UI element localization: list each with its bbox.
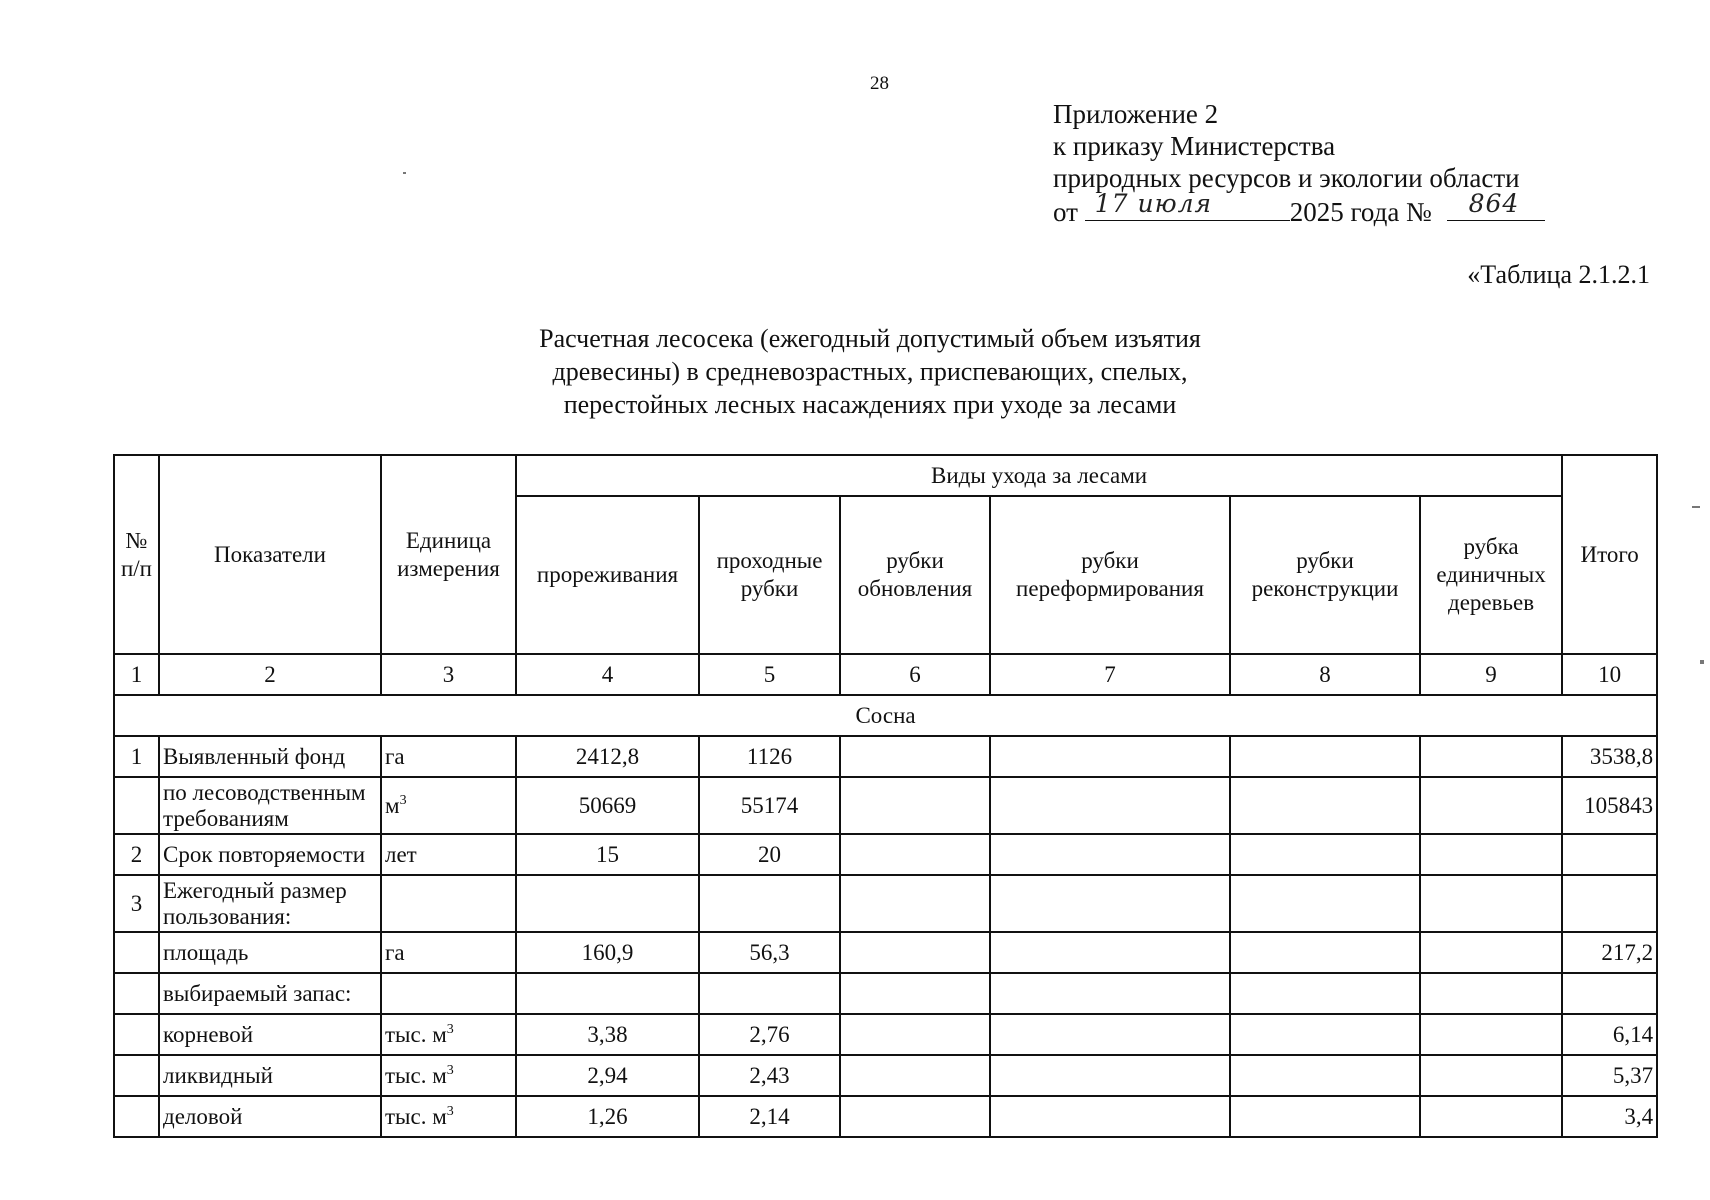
value-renewal [840,1096,990,1137]
date-year: 2025 года № [1289,197,1432,227]
row-unit: тыс. $м^3$ [381,1096,516,1137]
value-passage: 2,76 [699,1014,840,1055]
row-indicator: Выявленный фонд [159,736,381,777]
table-title [470,322,1270,421]
value-passage: 2,14 [699,1096,840,1137]
column-number: 2 [159,654,381,695]
value-reconstruction [1230,1014,1420,1055]
appendix-line-1: Приложение 2 [1053,99,1219,129]
table-row [114,932,1657,973]
section-header: Сосна [114,695,1657,736]
scan-speck [1700,660,1704,664]
value-thinning: 15 [516,834,699,875]
value-single-trees [1420,777,1562,834]
header-type-single-trees: рубка единичных деревьев [1420,496,1562,654]
value-thinning: 2,94 [516,1055,699,1096]
column-number: 3 [381,654,516,695]
unit-superscript: 3 [446,1103,454,1119]
value-reconstruction [1230,973,1420,1014]
row-number: 3 [114,875,159,932]
value-reconstruction [1230,834,1420,875]
title-line-2: древесины) в средневозрастных, приспевающих, спелых, [552,357,1188,386]
value-renewal [840,736,990,777]
row-indicator: деловой [159,1096,381,1137]
header-type-thinning: прореживания [516,496,699,654]
value-reconstruction [1230,777,1420,834]
value-reformation [990,1014,1230,1055]
value-single-trees [1420,875,1562,932]
scan-speck [403,172,406,174]
scan-speck [1692,506,1700,508]
row-total: 6,14 [1562,1014,1657,1055]
row-indicator: Ежегодный размер пользования: [159,875,381,932]
header-type-reformation: рубки переформирования [990,496,1230,654]
row-number: 2 [114,834,159,875]
value-reconstruction [1230,875,1420,932]
header-total: Итого [1562,455,1657,654]
row-total [1562,834,1657,875]
appendix-date-line [1053,189,1545,228]
value-renewal [840,973,990,1014]
value-single-trees [1420,834,1562,875]
table-row [114,1014,1657,1055]
unit-superscript: 3 [446,1021,454,1037]
header-indicator: Показатели [159,455,381,654]
table-row [114,1055,1657,1096]
value-reformation [990,834,1230,875]
unit-superscript: 3 [399,792,407,808]
date-prefix: от [1053,197,1078,227]
table-row [114,875,1657,932]
row-number [114,1096,159,1137]
value-reformation [990,1096,1230,1137]
handwritten-date: 17 июля [1094,189,1213,218]
row-indicator: Срок повторяемости [159,834,381,875]
value-passage [699,973,840,1014]
value-reformation [990,736,1230,777]
table-reference: «Таблица 2.1.2.1 [1467,260,1650,289]
row-number [114,1014,159,1055]
value-thinning [516,875,699,932]
value-renewal [840,1055,990,1096]
row-unit [381,875,516,932]
header-type-passage: проходные рубки [699,496,840,654]
row-number [114,973,159,1014]
row-indicator: площадь [159,932,381,973]
value-reformation [990,777,1230,834]
value-thinning: 160,9 [516,932,699,973]
value-single-trees [1420,1096,1562,1137]
column-number: 4 [516,654,699,695]
value-thinning: 3,38 [516,1014,699,1055]
unit-superscript: 3 [446,1062,454,1078]
row-total: 3538,8 [1562,736,1657,777]
logging-table [113,454,1658,1138]
value-passage: 55174 [699,777,840,834]
handwritten-order-number: 864 [1468,189,1520,218]
value-reconstruction [1230,1055,1420,1096]
column-number: 5 [699,654,840,695]
table-row [114,1096,1657,1137]
value-thinning: 50669 [516,777,699,834]
order-number-field [1447,189,1545,221]
value-passage: 1126 [699,736,840,777]
row-indicator: корневой [159,1014,381,1055]
page-number: 28 [870,73,889,94]
header-type-reconstruction: рубки реконструкции [1230,496,1420,654]
row-indicator: выбираемый запас: [159,973,381,1014]
row-unit: $м^3$ [381,777,516,834]
value-passage: 56,3 [699,932,840,973]
value-thinning [516,973,699,1014]
row-total: 3,4 [1562,1096,1657,1137]
column-number: 9 [1420,654,1562,695]
value-renewal [840,834,990,875]
row-total: 105843 [1562,777,1657,834]
header-num: № п/п [114,455,159,654]
row-unit [381,973,516,1014]
value-renewal [840,932,990,973]
row-unit: га [381,932,516,973]
value-single-trees [1420,973,1562,1014]
row-indicator: ликвидный [159,1055,381,1096]
value-single-trees [1420,1014,1562,1055]
row-total: 5,37 [1562,1055,1657,1096]
title-line-3: перестойных лесных насаждениях при уходе за лесами [563,390,1177,419]
header-type-renewal: рубки обновления [840,496,990,654]
value-reformation [990,932,1230,973]
row-number [114,932,159,973]
row-number: 1 [114,736,159,777]
column-number: 6 [840,654,990,695]
row-indicator: по лесоводственным требованиям [159,777,381,834]
value-thinning: 2412,8 [516,736,699,777]
row-total [1562,875,1657,932]
value-reconstruction [1230,932,1420,973]
value-reconstruction [1230,1096,1420,1137]
row-total [1562,973,1657,1014]
value-renewal [840,1014,990,1055]
date-field [1085,189,1290,221]
appendix-line-3: природных ресурсов и экологии области [1053,163,1520,193]
table-row [114,973,1657,1014]
table-row [114,777,1657,834]
value-reconstruction [1230,736,1420,777]
value-thinning: 1,26 [516,1096,699,1137]
row-unit: га [381,736,516,777]
header-unit: Единица измерения [381,455,516,654]
value-reformation [990,875,1230,932]
value-passage: 20 [699,834,840,875]
column-number: 1 [114,654,159,695]
table-row [114,736,1657,777]
row-number [114,1055,159,1096]
column-number: 10 [1562,654,1657,695]
column-number: 7 [990,654,1230,695]
table-row [114,834,1657,875]
value-reformation [990,1055,1230,1096]
column-number: 8 [1230,654,1420,695]
value-single-trees [1420,1055,1562,1096]
row-total: 217,2 [1562,932,1657,973]
row-number [114,777,159,834]
value-passage: 2,43 [699,1055,840,1096]
value-single-trees [1420,736,1562,777]
value-renewal [840,777,990,834]
title-line-1: Расчетная лесосека (ежегодный допустимый объем изъятия [539,324,1201,353]
value-reformation [990,973,1230,1014]
appendix-header [1053,98,1545,228]
value-renewal [840,875,990,932]
row-unit: тыс. $м^3$ [381,1055,516,1096]
value-single-trees [1420,932,1562,973]
row-unit: лет [381,834,516,875]
header-care-types: Виды ухода за лесами [516,455,1562,496]
row-unit: тыс. $м^3$ [381,1014,516,1055]
value-passage [699,875,840,932]
appendix-line-2: к приказу Министерства [1053,131,1336,161]
